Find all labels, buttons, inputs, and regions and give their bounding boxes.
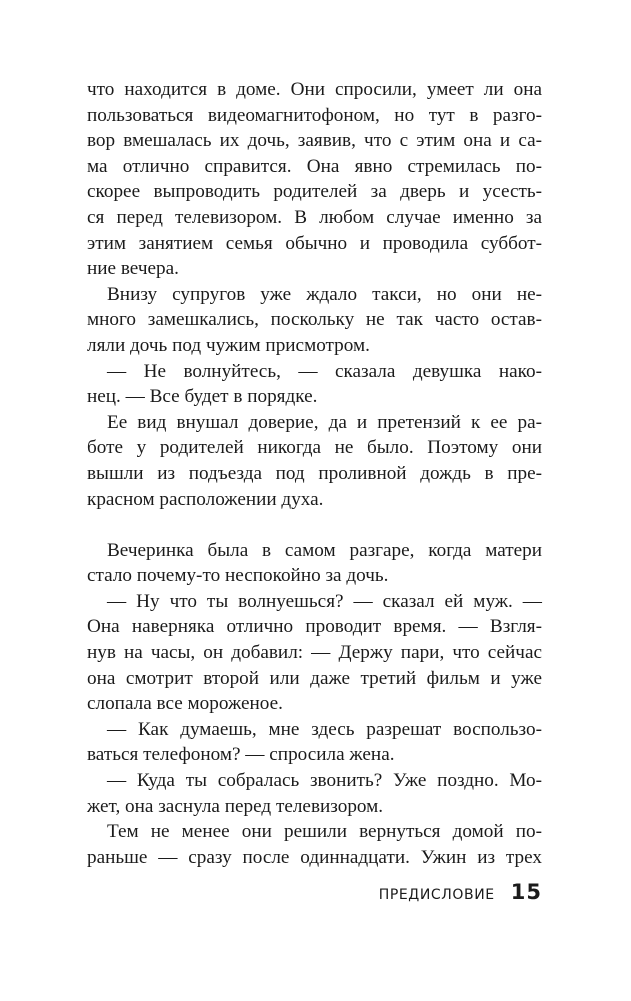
text-line: нец. — Все будет в порядке.: [87, 386, 318, 408]
page-number: 15: [510, 880, 542, 904]
text-line: Тем не менее они решили вернуться домой по-: [107, 821, 542, 843]
text-line: слопала все мороженое.: [87, 693, 283, 715]
body-text: [87, 77, 542, 870]
text-line: этим занятием семья обычно и проводила суббот-: [87, 232, 542, 254]
text-line: что находится в доме. Они спросили, умеет ли она: [87, 79, 542, 100]
text-line: ся перед телевизором. В любом случае именно за: [87, 206, 542, 228]
text-line: Она наверняка отлично проводит время. — Взгля-: [87, 616, 542, 638]
text-line: Внизу супругов уже ждало такси, но они не-: [107, 283, 542, 305]
text-line: жет, она заснула перед телевизором.: [87, 795, 384, 817]
text-line: ние вечера.: [87, 258, 179, 280]
text-line: Вечеринка была в самом разгаре, когда матери: [107, 539, 542, 561]
text-line: ма отлично справится. Она явно стремилась по-: [87, 155, 542, 177]
page-footer: [340, 880, 542, 908]
text-line: боте у родителей никогда не было. Поэтому они: [87, 437, 542, 459]
running-footer-section: ПРЕДИСЛОВИЕ: [378, 887, 495, 903]
text-line: раньше — сразу после одиннадцати. Ужин из трех: [87, 846, 542, 868]
text-line: пользоваться видеомагнитофоном, но тут в разго-: [87, 104, 542, 126]
text-line: много замешкались, поскольку не так часто остав-: [87, 309, 542, 331]
text-line: скорее выпроводить родителей за дверь и усесть-: [87, 181, 542, 203]
text-line: нув на часы, он добавил: — Держу пари, что сейчас: [87, 642, 542, 664]
text-line: стало почему-то неспокойно за дочь.: [87, 565, 389, 587]
text-line: — Ну что ты волнуешься? — сказал ей муж. —: [107, 590, 542, 612]
text-line: ляли дочь под чужим присмотром.: [87, 334, 370, 356]
text-line: Ее вид внушал доверие, да и претензий к ее ра-: [107, 411, 542, 433]
text-line: она смотрит второй или даже третий фильм и уже: [87, 667, 542, 689]
section-break: [87, 512, 542, 538]
text-line: красном расположении духа.: [87, 488, 324, 510]
text-line: вор вмешалась их дочь, заявив, что с этим она и са-: [87, 130, 542, 152]
text-line: ваться телефоном? — спросила жена.: [87, 744, 395, 766]
text-line: — Не волнуйтесь, — сказала девушка нако-: [107, 360, 542, 382]
text-line: — Как думаешь, мне здесь разрешат воспользо-: [107, 718, 542, 740]
text-line: — Куда ты собралась звонить? Уже поздно. Мо-: [107, 770, 542, 792]
text-line: вышли из подъезда под проливной дождь в пре-: [87, 462, 542, 484]
